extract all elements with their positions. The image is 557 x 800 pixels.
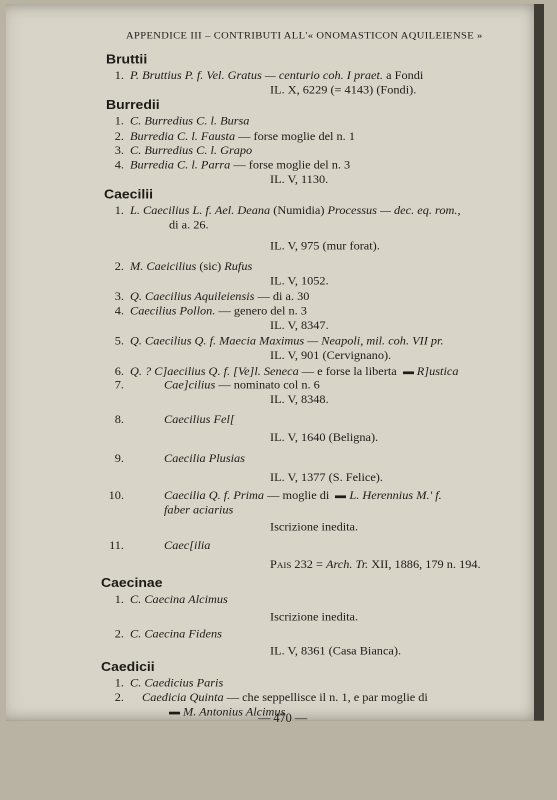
entry-name: C. Caecina Fidens [130,627,222,641]
entry-number: 2. [114,260,124,273]
entry-reference [270,275,329,289]
reference-journal: Arch. Tr. [325,557,369,571]
entry-text: di a. 26. [169,218,209,232]
entry-name: Caedicia Quinta [142,690,224,704]
entry-line [104,304,307,318]
entry-name: M. Caeicilius [130,260,197,273]
entry-number: 11. [109,538,124,552]
entry-number: 2. [114,690,124,704]
entry-number: 4. [114,158,124,172]
entry-name: Processus — dec. eq. rom., [327,204,461,217]
entry-reference [270,558,481,572]
entry-text: — forse moglie del n. 1 [235,129,355,143]
section-heading-burredii: Burredii [106,97,160,112]
entry-text: — nominato col n. 6 [215,378,320,392]
reference-text: IL. V, 901 (Cervignano). [270,348,392,362]
entry-name: Cae]cilius [164,378,216,392]
entry-line [104,365,458,379]
entry-number: 4. [114,304,124,318]
entry-text: — e forse la liberta [298,365,400,378]
entry-name: L. Caecilius L. f. Ael. Deana [130,204,271,217]
entry-text: — genero del n. 3 [215,304,307,318]
entry-number: 3. [114,289,124,303]
entry-name: Burredia C. l. Parra [130,158,231,172]
reference-text: Iscrizione inedita. [270,520,359,534]
entry-reference [270,471,383,485]
entry-name: Q. ? C]aecilius Q. f. [Ve]l. Seneca [130,365,299,378]
entry-text: — forse moglie del n. 3 [230,158,351,172]
entry-continuation [164,504,233,518]
entry-name: C. Caedicius Paris [130,676,224,690]
entry-reference [270,84,416,98]
entry-line [104,290,309,304]
entry-reference [270,431,378,445]
dash-mark [335,495,346,498]
entry-name: C. Burredius C. l. Bursa [130,114,250,128]
entry-line [104,260,252,274]
entry-reference [270,521,358,535]
section-heading-caecilii: Caecilii [104,186,154,202]
entry-text: (Numidia) [270,204,328,217]
entry-name: Caecilia Q. f. Prima [164,489,265,502]
entry-name: Caec[ilia [164,538,211,552]
entry-line [104,539,210,553]
entry-line [104,413,235,427]
entry-line [104,628,222,642]
entry-number: 1. [114,114,124,128]
entry-name: Q. Caecilius Aquileiensis [130,289,255,303]
entry-line [104,452,245,466]
entry-number: 2. [114,129,124,143]
entry-name: R]ustica [416,365,459,378]
entry-name: Caecilia Plusias [164,451,245,465]
entry-name: faber aciarius [164,503,234,517]
reference-text: IL. V, 8347. [270,318,329,332]
entry-number: 6. [114,365,124,378]
entry-line [104,114,249,128]
reference-text: XII, 1886, 179 n. 194. [368,557,481,571]
entry-number: 7. [114,378,124,392]
reference-text: IL. V, 8348. [270,393,329,406]
entry-name: Caecilius Pollon. [130,304,216,318]
entry-reference [270,393,329,407]
entry-number: 10. [108,489,124,502]
entry-number: 1. [114,676,124,690]
entry-name: Burredia C. l. Fausta [130,129,236,143]
entry-reference [270,610,358,624]
entry-text: — che seppellisce il n. 1, e par moglie di [223,690,428,704]
entry-reference [270,349,391,363]
reference-author: Pais [270,557,292,571]
entry-line [104,379,320,393]
reference-text: IL. V, 1640 (Beligna). [270,431,379,444]
entry-text: (sic) [196,260,225,273]
entry-line [104,489,442,503]
entry-line [104,144,252,158]
entry-number: 1. [114,69,124,82]
entry-name: C. Burredius C. l. Grapo [130,144,253,157]
reference-text: 232 = [291,557,326,571]
entry-reference [270,239,380,253]
entry-number: 2. [114,627,124,641]
dash-mark [169,711,180,714]
entry-number: 5. [114,334,124,347]
entry-text: a Fondi [383,69,424,82]
entry-line [104,69,423,83]
dash-mark [403,371,414,374]
entry-number: 9. [114,451,124,465]
entry-line [104,204,461,218]
reference-text: IL. X, 6229 (= 4143) (Fondi). [270,83,417,97]
entry-continuation [169,218,209,232]
entry-line [104,334,444,348]
running-header: APPENDICE III – CONTRIBUTI ALL'« ONOMASTICON AQUILEIENSE » [126,31,483,42]
entry-number: 1. [114,204,124,217]
entry-name: M. Antonius Alcimus [183,705,286,719]
entry-reference [270,319,329,333]
entry-name: Rufus [224,260,253,273]
entry-line [104,593,228,607]
reference-text: Iscrizione inedita. [270,610,359,624]
entry-number: 3. [114,144,124,157]
reference-text: IL. V, 8361 (Casa Bianca). [270,644,402,658]
book-page [6,4,544,721]
entry-name: L. Herennius M.' f. [349,489,442,502]
entry-name: P. Bruttius P. f. Vel. Gratus — centurio coh. I praet. [130,69,383,82]
entry-number: 8. [114,413,124,426]
section-heading-caecinae: Caecinae [101,575,163,590]
entry-number: 1. [114,593,124,606]
page-edge-shadow [534,4,544,721]
entry-line [104,159,350,173]
entry-text: — moglie di [264,489,333,502]
section-heading-bruttii: Bruttii [106,51,148,67]
entry-line [104,676,223,690]
section-heading-caedicii: Caedicii [101,659,155,674]
reference-text: IL. V, 1377 (S. Felice). [270,470,383,484]
entry-name: Caecilius Fel[ [164,413,235,426]
entry-name: C. Caecina Alcimus [130,593,228,606]
entry-line [104,691,428,705]
entry-line [104,130,355,144]
reference-text: IL. V, 1052. [270,274,329,288]
entry-name: Q. Caecilius Q. f. Maecia Maximus — Neapoli, mil. coh. VII pr. [130,334,444,347]
reference-text: IL. V, 975 (mur forat). [270,239,380,252]
page-number: — 470 — [258,711,308,725]
entry-text: — di a. 30 [254,289,310,303]
reference-text: IL. V, 1130. [270,173,329,186]
entry-reference [270,645,401,659]
entry-reference [270,173,328,187]
